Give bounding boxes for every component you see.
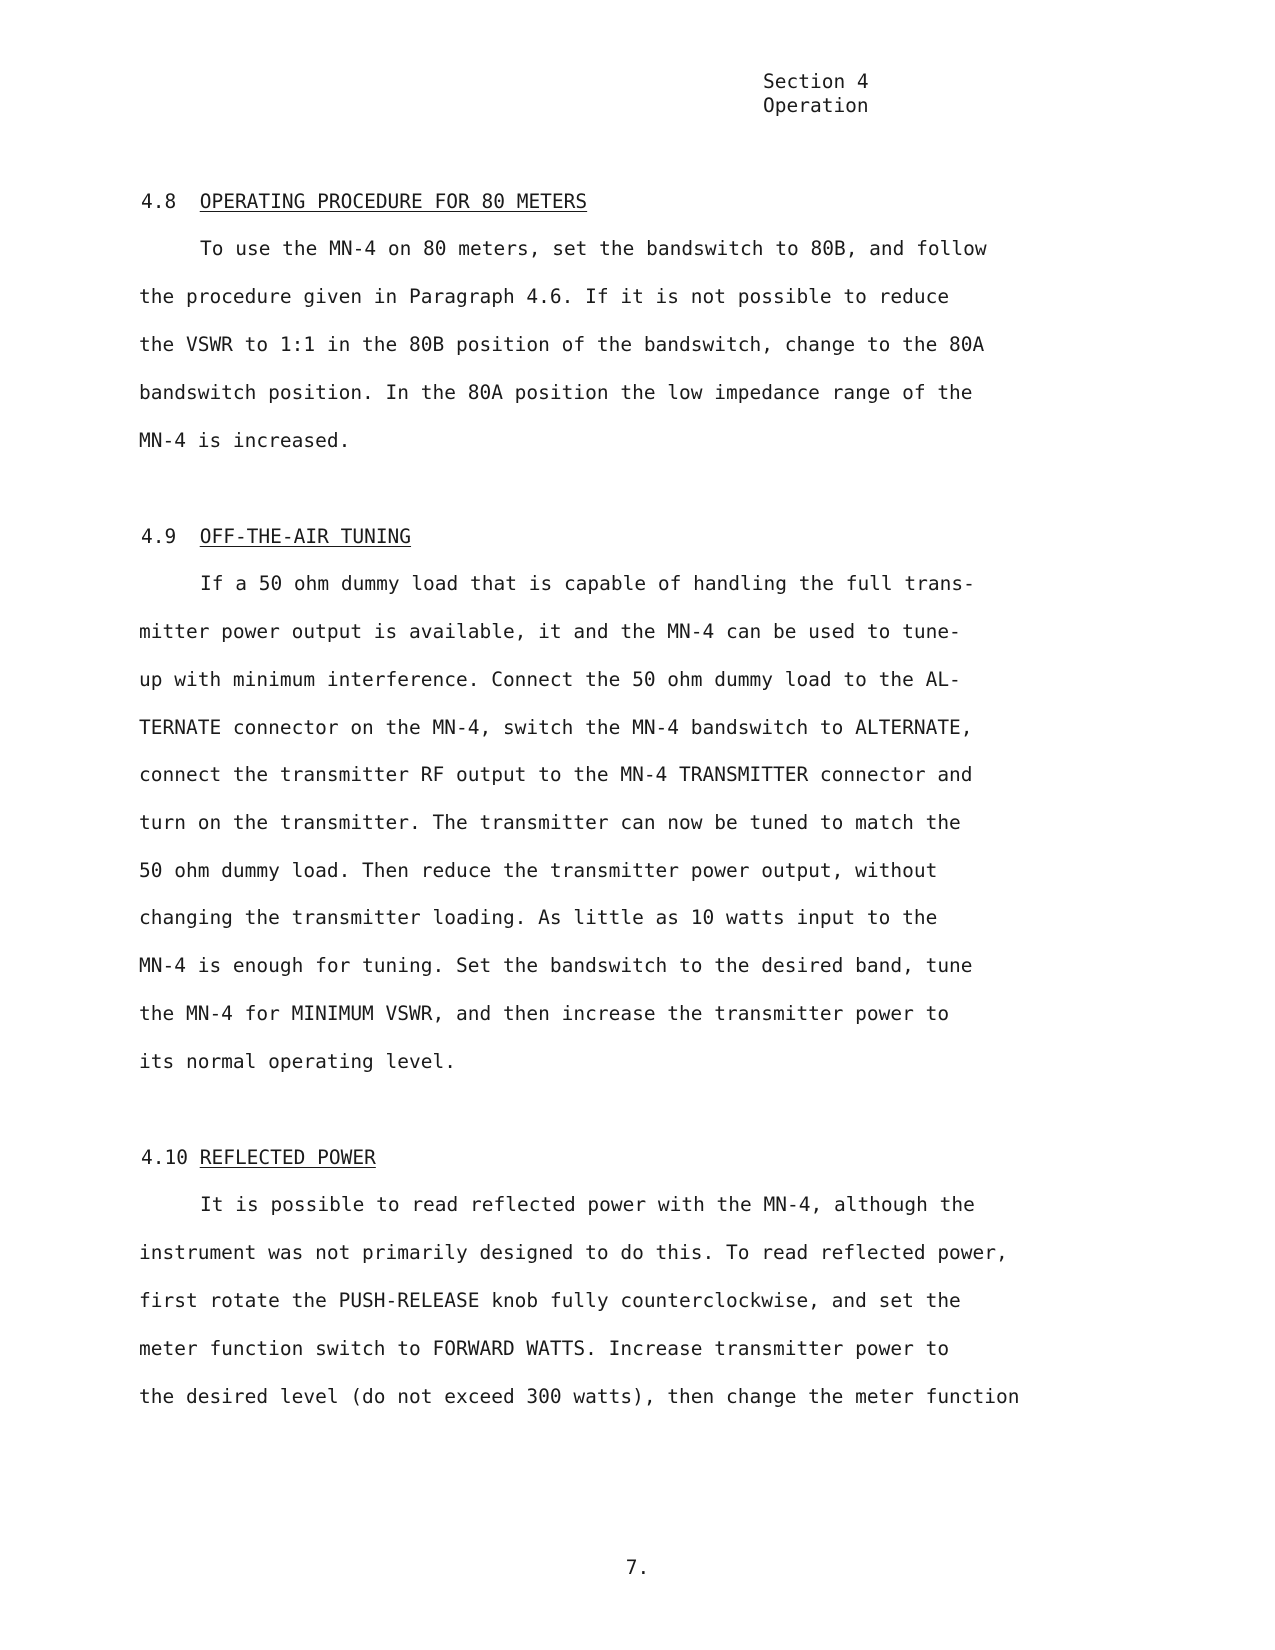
paragraph-line: meter function switch to FORWARD WATTS. Increase transmitter power to [139, 1337, 950, 1360]
paragraph-line: MN-4 is enough for tuning. Set the bandswitch to the desired band, tune [139, 954, 973, 977]
paragraph-line: the VSWR to 1:1 in the 80B position of the bandswitch, change to the 80A [139, 333, 985, 356]
section-title: REFLECTED POWER [199, 1146, 376, 1169]
paragraph-line: 50 ohm dummy load. Then reduce the transmitter power output, without [139, 859, 938, 882]
section-number: 4.8 [141, 190, 177, 213]
paragraph-line: instrument was not primarily designed to do this. To read reflected power, [139, 1241, 1008, 1264]
header-chapter: Operation [763, 94, 869, 117]
paragraph-line: turn on the transmitter. The transmitter can now be tuned to match the [139, 811, 961, 834]
paragraph-line: To use the MN-4 on 80 meters, set the bandswitch to 80B, and follow [200, 237, 987, 260]
section-number: 4.10 [141, 1146, 188, 1169]
paragraph-line: the procedure given in Paragraph 4.6. If it is not possible to reduce [139, 285, 950, 308]
paragraph-line: If a 50 ohm dummy load that is capable of handling the full trans- [200, 572, 975, 595]
running-header [763, 70, 869, 118]
paragraph-line: mitter power output is available, it and the MN-4 can be used to tune- [139, 620, 961, 643]
paragraph-line: its normal operating level. [139, 1050, 456, 1073]
paragraph-line: It is possible to read reflected power with the MN-4, although the [200, 1193, 975, 1216]
section-number: 4.9 [141, 525, 177, 548]
paragraph-line: up with minimum interference. Connect the 50 ohm dummy load to the AL- [139, 668, 961, 691]
section-heading [141, 1146, 376, 1170]
paragraph-line: the desired level (do not exceed 300 watts), then change the meter function [139, 1385, 1020, 1408]
section-heading [141, 190, 587, 214]
paragraph-line: the MN-4 for MINIMUM VSWR, and then increase the transmitter power to [139, 1002, 950, 1025]
page-number: 7. [625, 1556, 650, 1579]
section-heading [141, 525, 411, 549]
paragraph-line: TERNATE connector on the MN-4, switch the MN-4 bandswitch to ALTERNATE, [139, 716, 973, 739]
paragraph-line: first rotate the PUSH-RELEASE knob fully counterclockwise, and set the [139, 1289, 961, 1312]
header-section: Section 4 [763, 70, 869, 93]
section-title: OFF-THE-AIR TUNING [199, 525, 412, 548]
paragraph-line: MN-4 is increased. [139, 429, 351, 452]
paragraph-line: connect the transmitter RF output to the MN-4 TRANSMITTER connector and [139, 763, 973, 786]
paragraph-line: changing the transmitter loading. As little as 10 watts input to the [139, 906, 938, 929]
section-title: OPERATING PROCEDURE FOR 80 METERS [199, 190, 588, 213]
paragraph-line: bandswitch position. In the 80A position the low impedance range of the [139, 381, 973, 404]
